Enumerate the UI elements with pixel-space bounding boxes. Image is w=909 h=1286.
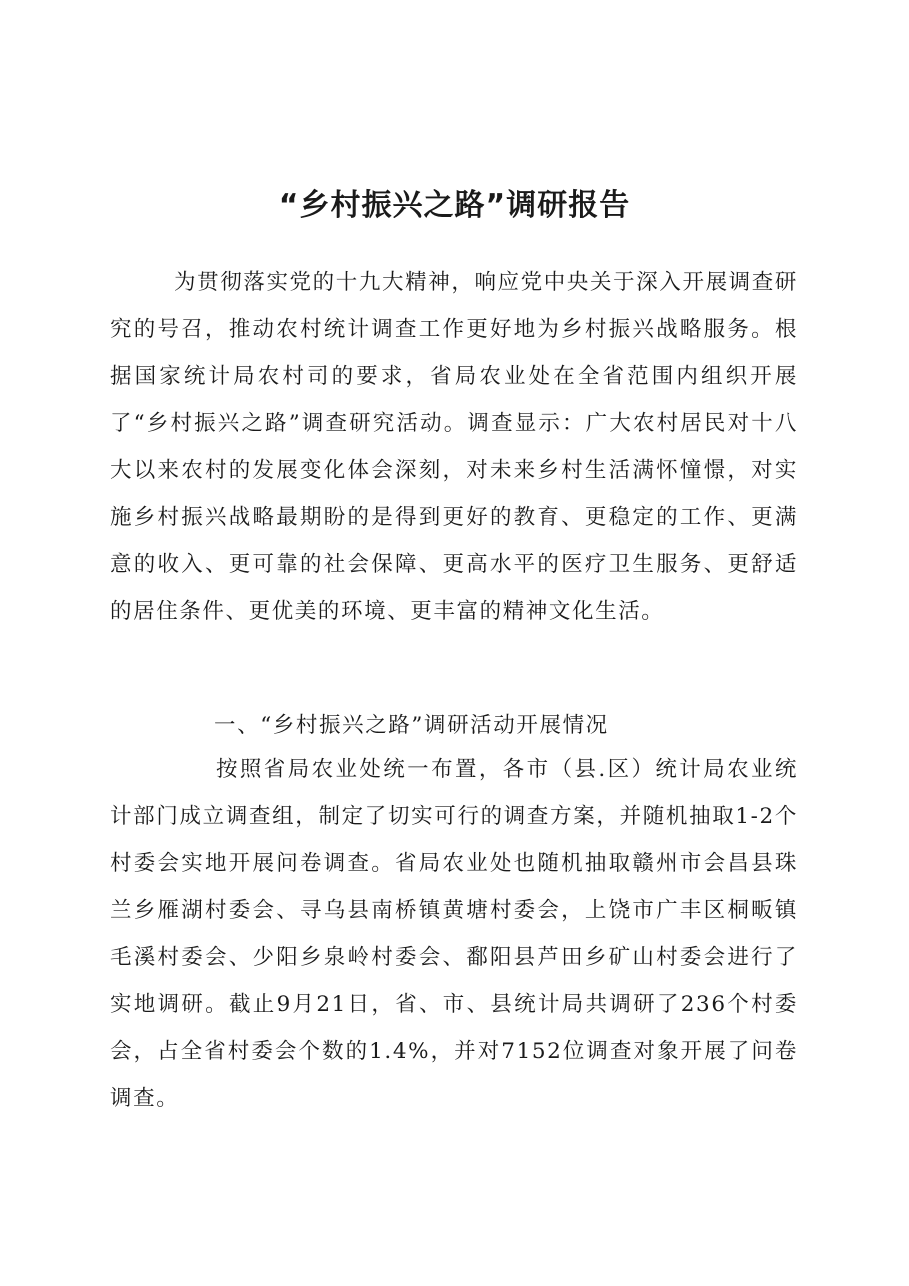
- section-heading: 一、“乡村振兴之路”调研活动开展情况: [214, 712, 609, 738]
- intro-paragraph: 为贯彻落实党的十九大精神，响应党中央关于深入开展调查研究的号召，推动农村统计调查工作更好地为乡村振兴战略服务。根据国家统计局农村司的要求，省局农业处在全省范围内组织开展了“乡村振兴之路”调查研究活动。调查显示：广大农村居民对十八大以来农村的发展变化体会深刻，对未来乡村生活满怀憧憬，对实施乡村振兴战略最期盼的是得到更好的教育、更稳定的工作、更满意的收入、更可靠的社会保障、更高水平的医疗卫生服务、更舒适的居住条件、更优美的环境、更丰富的精神文化生活。: [110, 269, 798, 624]
- section-1-paragraph: 按照省局农业处统一布置，各市（县.区）统计局农业统计部门成立调查组，制定了切实可行的调查方案，并随机抽取1-2个村委会实地开展问卷调查。省局农业处也随机抽取赣州市会昌县珠兰乡雁湖村委会、寻乌县南桥镇黄塘村委会，上饶市广丰区桐畈镇毛溪村委会、少阳乡泉岭村委会、鄱阳县芦田乡矿山村委会进行了实地调研。截止9月21日，省、市、县统计局共调研了236个村委会，占全省村委会个数的1.4%，并对7152位调查对象开展了问卷调查。: [110, 756, 798, 1111]
- document-title: “乡村振兴之路”调研报告: [278, 188, 631, 224]
